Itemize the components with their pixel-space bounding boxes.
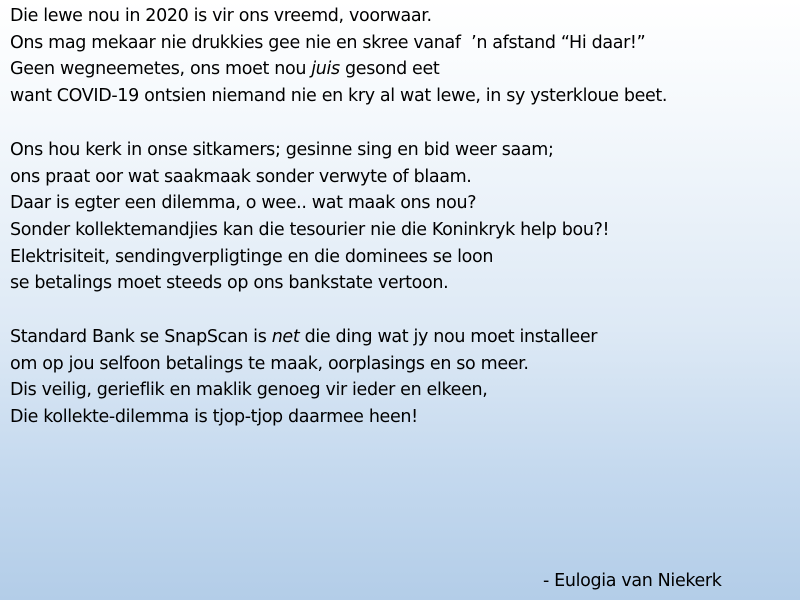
stanza-1	[10, 3, 790, 110]
poem-line: om op jou selfoon betalings te maak, oorplasings en so meer.	[10, 353, 529, 374]
stanza-gap	[10, 297, 790, 324]
poem-line: ons praat oor wat saakmaak sonder verwyte of blaam.	[10, 166, 472, 187]
poem-line: want COVID-19 ontsien niemand nie en kry al wat lewe, in sy ysterkloue beet.	[10, 86, 668, 107]
poem-line: Die kollekte-dilemma is tjop-tjop daarmee heen!	[10, 407, 418, 428]
poem-line: Ons mag mekaar nie drukkies gee nie en skree vanaf ’n afstand “Hi daar!”	[10, 32, 646, 53]
poem-line: Elektrisiteit, sendingverpligtinge en die dominees se loon	[10, 246, 494, 267]
poem-line-text: die ding wat jy nou moet installeer	[299, 327, 598, 348]
stanza-3	[10, 324, 790, 431]
poem-body	[10, 3, 790, 431]
poem-line: Sonder kollektemandjies kan die tesourier nie die Koninkryk help bou?!	[10, 219, 610, 240]
poem-line	[10, 324, 790, 351]
poem-line-text: gesond eet	[339, 59, 440, 80]
poem-line: Daar is egter een dilemma, o wee.. wat maak ons nou?	[10, 193, 477, 214]
poem-line: se betalings moet steeds op ons bankstate vertoon.	[10, 273, 449, 294]
poem-line	[10, 56, 790, 83]
emphasis-text: net	[271, 327, 300, 348]
poem-line: Dis veilig, gerieflik en maklik genoeg vir ieder en elkeen,	[10, 380, 488, 401]
author-signature: - Eulogia van Niekerk	[543, 571, 722, 591]
poem-line: Die lewe nou in 2020 is vir ons vreemd, voorwaar.	[10, 6, 432, 26]
poem-line-text: Standard Bank se SnapScan is	[10, 327, 272, 348]
emphasis-text: juis	[311, 59, 340, 80]
stanza-2	[10, 137, 790, 297]
poem-line-text: Geen wegneemetes, ons moet nou	[10, 59, 312, 80]
poem-line: Ons hou kerk in onse sitkamers; gesinne sing en bid weer saam;	[10, 139, 554, 160]
stanza-gap	[10, 110, 790, 137]
